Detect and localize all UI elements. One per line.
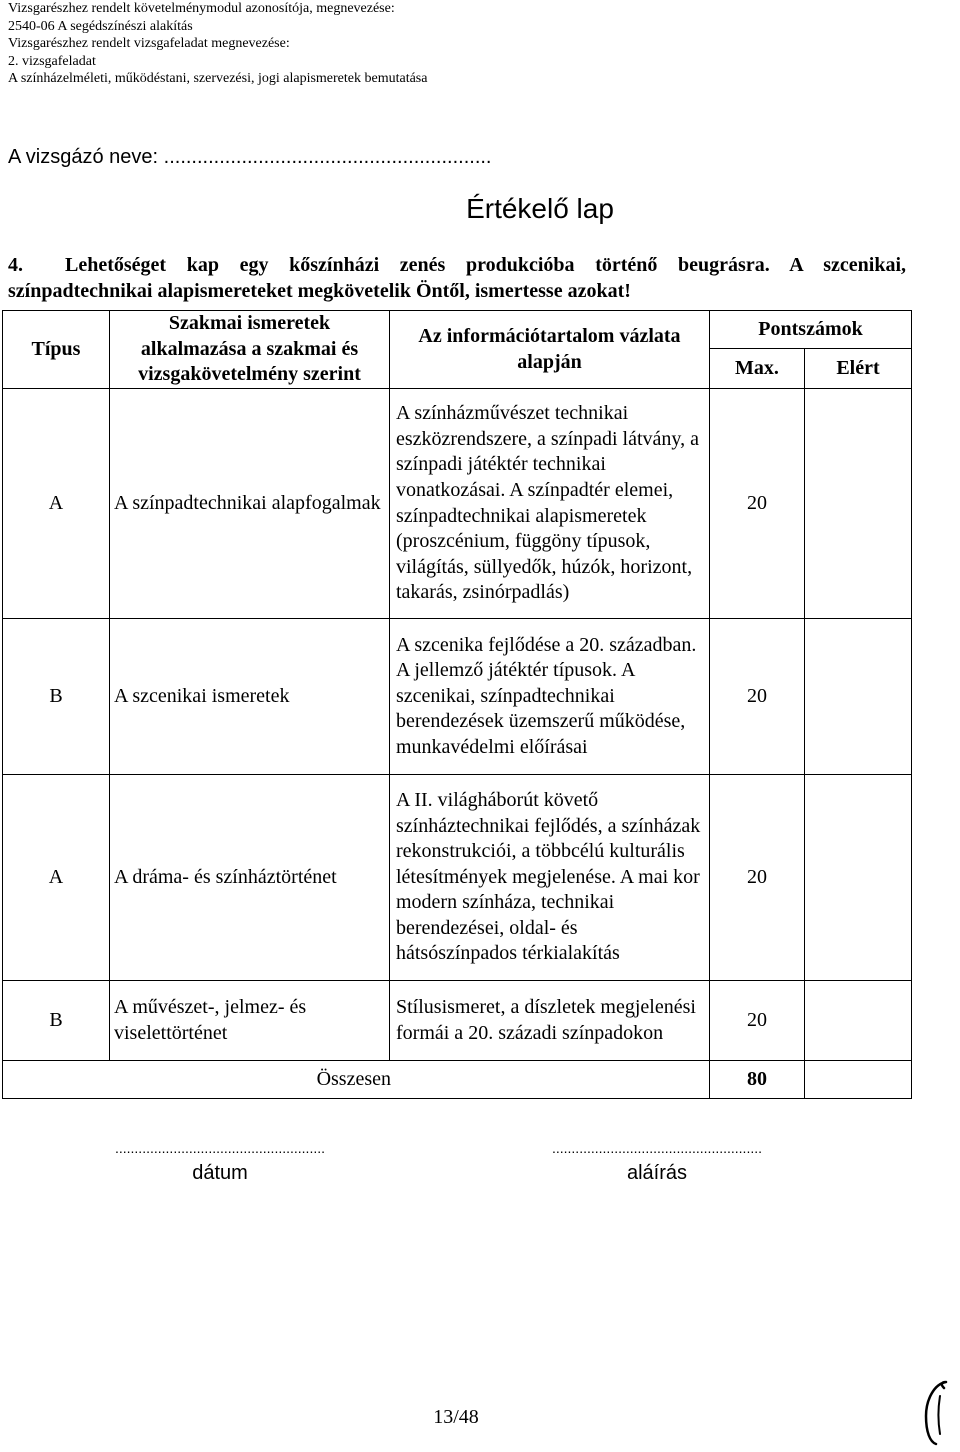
row-achieved-points xyxy=(805,389,912,619)
date-dotted-line: ...................................................... xyxy=(114,1140,326,1156)
row-type: A xyxy=(3,389,110,619)
signature-dotted-line: ...................................................... xyxy=(551,1140,763,1156)
row-achieved-points xyxy=(805,619,912,775)
candidate-name-line: A vizsgázó neve: ........................................................... xyxy=(8,146,492,168)
date-signature-block xyxy=(90,1140,350,1185)
page-number: 13/48 xyxy=(433,1406,479,1428)
header-task-title: A színházelméleti, működéstani, szervezési, jogi alapismeretek bemutatása xyxy=(8,71,428,87)
header-task-number: 2. vizsgafeladat xyxy=(8,53,96,69)
evaluation-table xyxy=(2,310,912,1099)
header-points: Pontszámok xyxy=(710,311,912,349)
row-type: A xyxy=(3,775,110,981)
handwritten-mark-icon xyxy=(918,1378,954,1448)
total-max-points: 80 xyxy=(710,1061,805,1099)
total-row xyxy=(3,1061,912,1099)
header-task-label: Vizsgarészhez rendelt vizsgafeladat megnevezése: xyxy=(8,36,290,52)
header-info: Az információtartalom vázlata alapján xyxy=(390,311,710,389)
header-module-code: 2540-06 A segédszínészi alakítás xyxy=(8,18,193,34)
row-description: Stílusismeret, a díszletek megjelenési formái a 20. századi színpadokon xyxy=(390,981,710,1061)
task-number: 4. xyxy=(8,254,23,276)
row-type: B xyxy=(3,619,110,775)
header-skills: Szakmai ismeretek alkalmazása a szakmai és vizsgakövetelmény szerint xyxy=(110,311,390,389)
header-max: Max. xyxy=(710,349,805,389)
row-achieved-points xyxy=(805,775,912,981)
document-header xyxy=(8,0,427,88)
page-title: Értékelő lap xyxy=(466,193,614,224)
row-max-points: 20 xyxy=(710,619,805,775)
row-achieved-points xyxy=(805,981,912,1061)
row-max-points: 20 xyxy=(710,775,805,981)
header-module-label: Vizsgarészhez rendelt követelménymodul azonosítója, megnevezése: xyxy=(8,1,395,16)
row-type: B xyxy=(3,981,110,1061)
row-skill: A színpadtechnikai alapfogalmak xyxy=(110,389,390,619)
table-row xyxy=(3,389,912,619)
table-row xyxy=(3,619,912,775)
total-label: Összesen xyxy=(3,1061,710,1099)
total-achieved-points xyxy=(805,1061,912,1099)
header-achieved: Elért xyxy=(805,349,912,389)
row-max-points: 20 xyxy=(710,981,805,1061)
signature-block xyxy=(526,1140,788,1185)
row-skill: A szcenikai ismeretek xyxy=(110,619,390,775)
row-description: A színházművészet technikai eszközrendszere, a színpadi látvány, a színpadi játéktér technikai vonatkozásai. A színpadtér elemei, színpadtechnikai alapismeretek (proszcénium, függöny típusok, világítás, süllyedők, húzók, horizont, takarás, zsinórpadlás) xyxy=(390,389,710,619)
table-row xyxy=(3,775,912,981)
date-label: dátum xyxy=(192,1162,248,1184)
signature-label: aláírás xyxy=(626,1162,688,1184)
header-type: Típus xyxy=(3,311,110,389)
task-statement xyxy=(8,252,906,304)
row-max-points: 20 xyxy=(710,389,805,619)
task-text: Lehetőséget kap egy kőszínházi zenés produkcióba történő beugrásra. A szcenikai, színpadtechnikai alapismereteket megkövetelik Öntől, ismertesse azokat! xyxy=(8,254,906,302)
row-description: A II. világháborút követő színháztechnikai fejlődés, a színházak rekonstrukciói, a többcélú kulturális létesítmények megjelenése. A mai kor modern színháza, technikai berendezései, oldal- és hátsószínpados térkialakítás xyxy=(390,775,710,981)
row-skill: A dráma- és színháztörténet xyxy=(110,775,390,981)
row-skill: A művészet-, jelmez- és viselettörténet xyxy=(110,981,390,1061)
table-row xyxy=(3,981,912,1061)
row-description: A szcenika fejlődése a 20. században. A jellemző játéktér típusok. A szcenikai, színpadtechnikai berendezések üzemszerű működése, munkavédelmi előírásai xyxy=(390,619,710,775)
